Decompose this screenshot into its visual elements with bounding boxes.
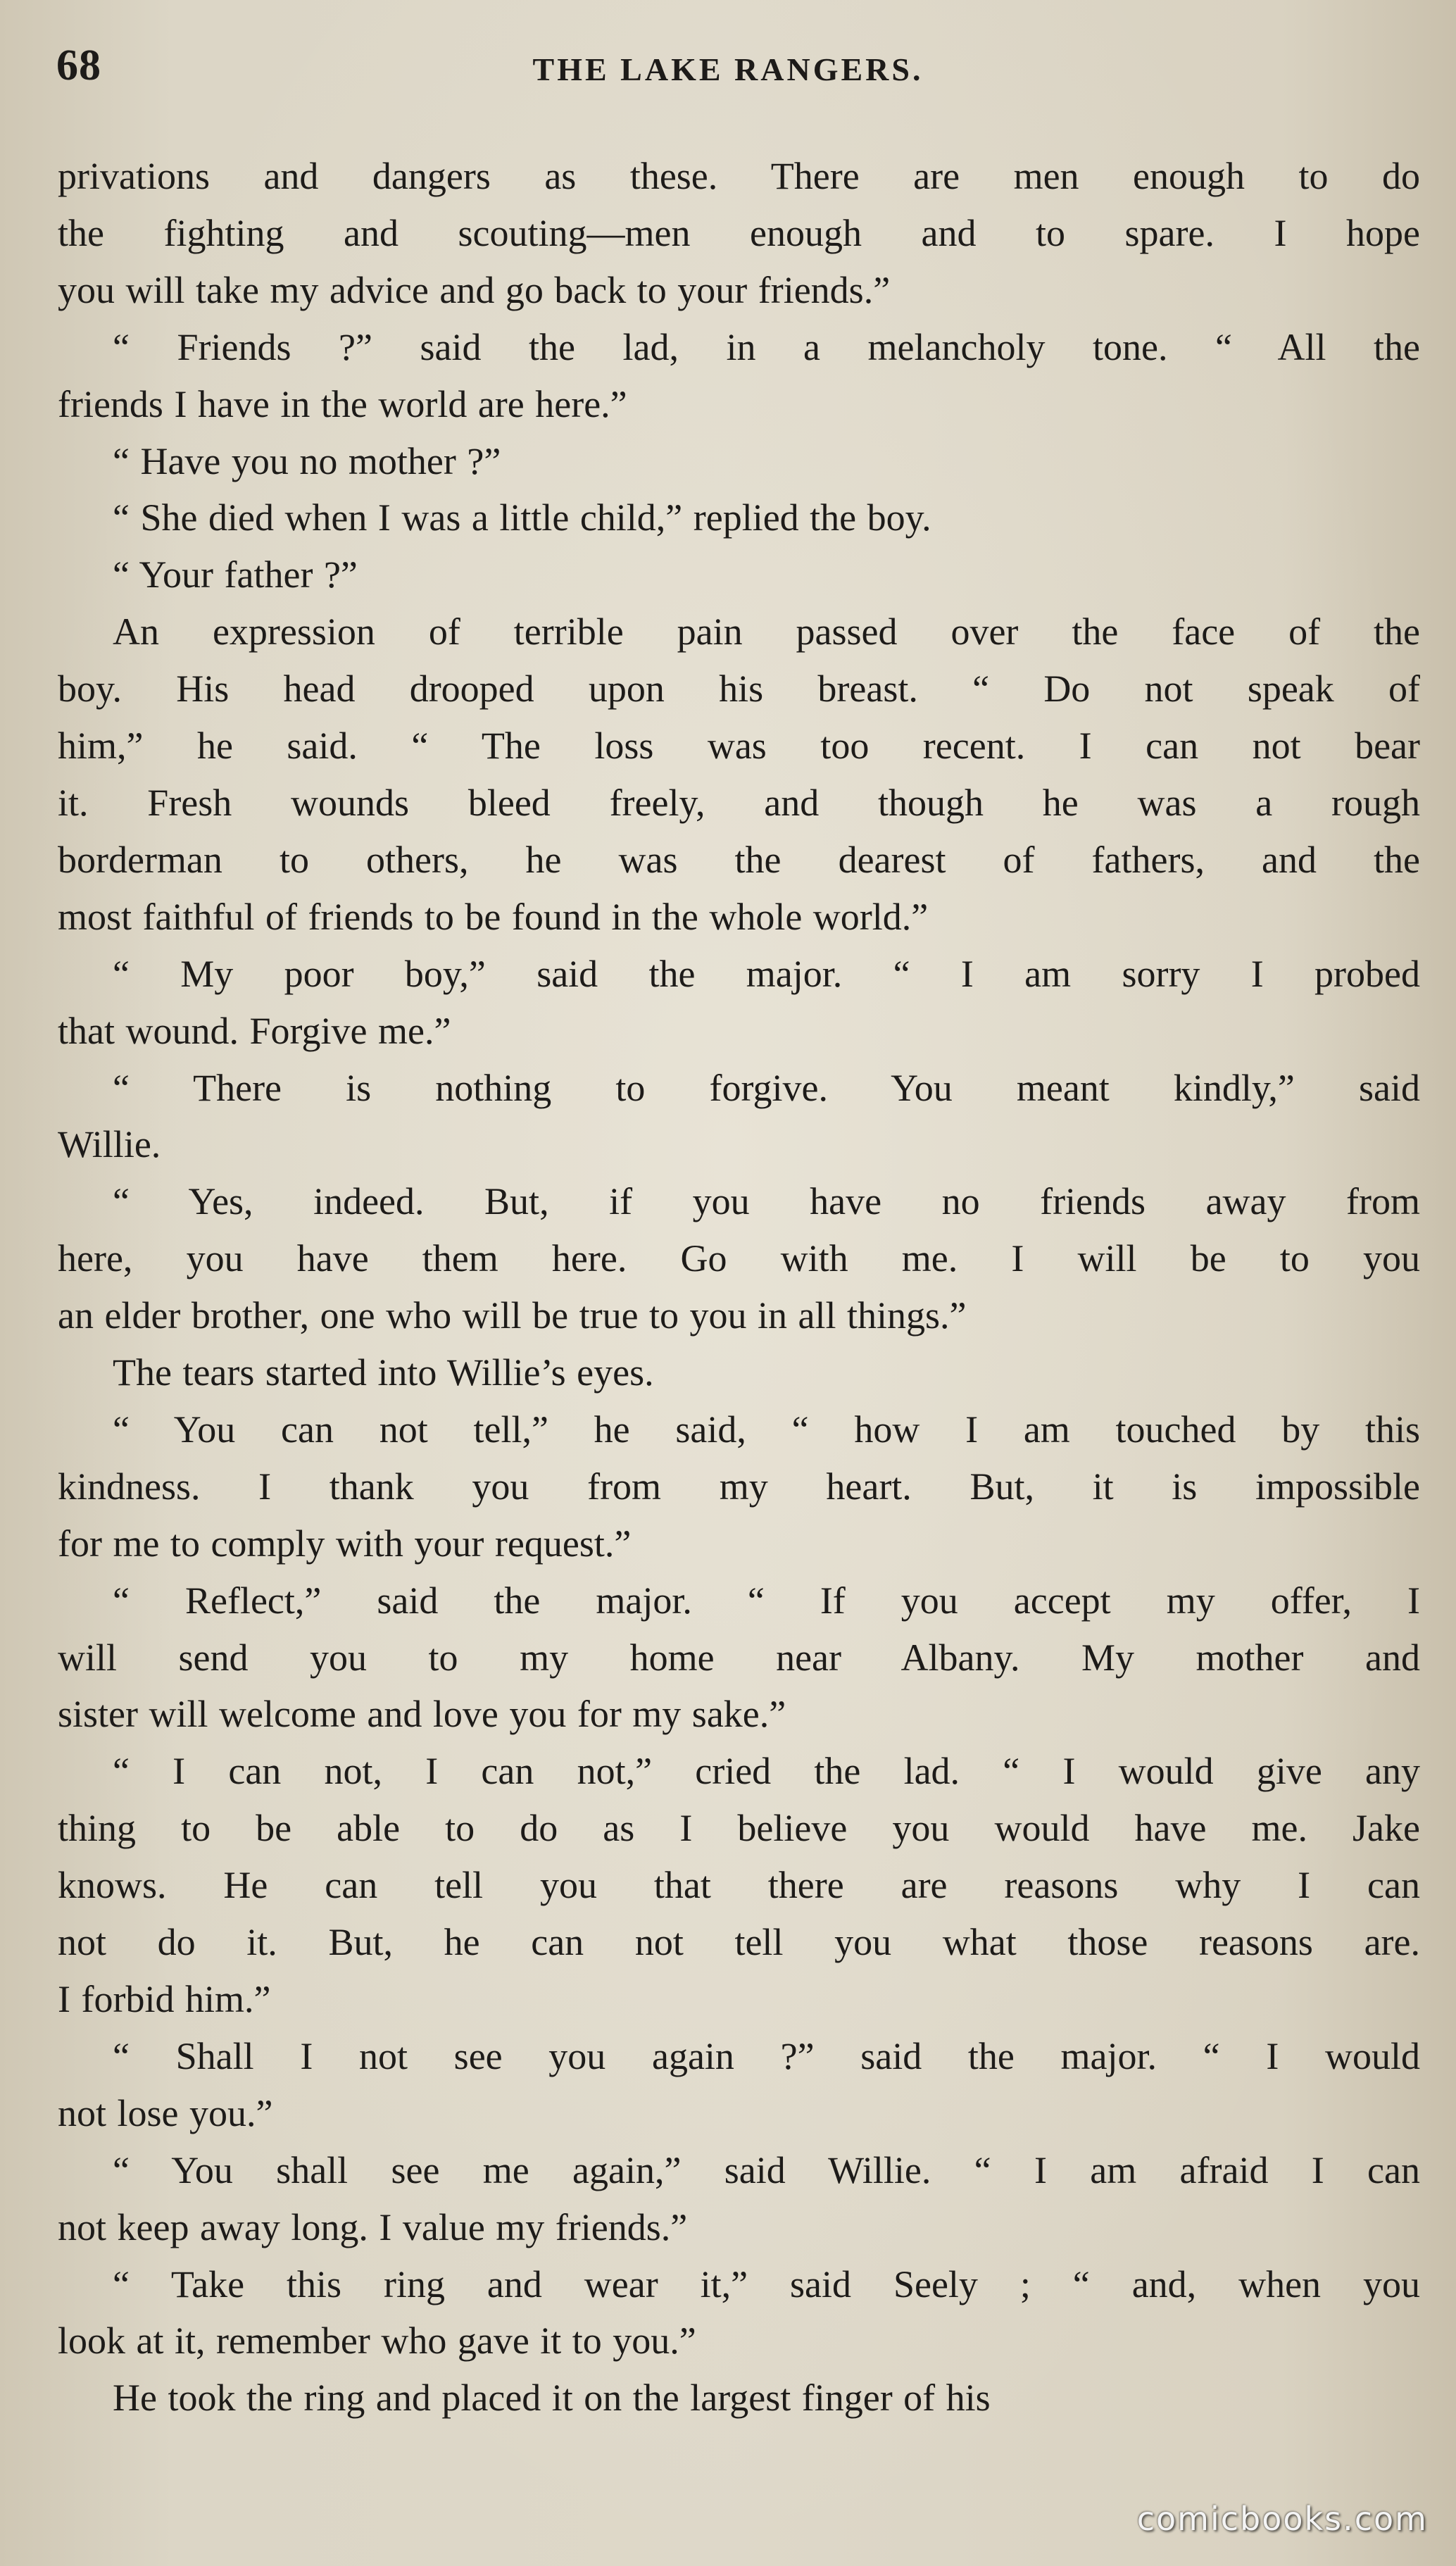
text-line: not do it. But, he can not tell you what those reasons are. xyxy=(58,1921,1420,1964)
text-line: look at it, remember who gave it to you.” xyxy=(58,2320,696,2362)
page-number: 68 xyxy=(56,42,101,89)
text-line: most faithful of friends to be found in the whole world.” xyxy=(58,895,929,938)
text-line: “ Reflect,” said the major. “ If you accept my offer, I xyxy=(113,1579,1420,1622)
text-line: “ Yes, indeed. But, if you have no friends away from xyxy=(113,1180,1420,1223)
text-line: him,” he said. “ The loss was too recent. I can not bear xyxy=(58,725,1420,768)
text-line: the fighting and scouting—men enough and to spare. I hope xyxy=(58,211,1420,254)
text-line: “ There is nothing to forgive. You meant kindly,” said xyxy=(113,1066,1420,1109)
text-line: friends I have in the world are here.” xyxy=(58,382,627,425)
text-line: sister will welcome and love you for my sake.” xyxy=(58,1693,786,1736)
watermark-text: comicbooks.com xyxy=(1136,2500,1428,2538)
text-line: “ Your father ?” xyxy=(113,553,358,596)
text-line: “ Friends ?” said the lad, in a melancholy tone. “ All the xyxy=(113,325,1420,368)
text-line: “ You shall see me again,” said Willie. “ I am afraid I can xyxy=(113,2148,1420,2191)
text-line: privations and dangers as these. There are men enough to do xyxy=(58,155,1420,197)
text-line: I forbid him.” xyxy=(58,1978,271,2020)
text-line: knows. He can tell you that there are reasons why I can xyxy=(58,1864,1420,1907)
running-title: THE LAKE RANGERS. xyxy=(532,51,924,87)
text-line: “ I can not, I can not,” cried the lad. “ I would give any xyxy=(113,1750,1420,1793)
text-line: kindness. I thank you from my heart. But, it is impossible xyxy=(58,1465,1420,1508)
text-line: “ Take this ring and wear it,” said Seely ; “ and, when you xyxy=(113,2263,1420,2305)
text-line: boy. His head drooped upon his breast. “ Do not speak of xyxy=(58,668,1420,711)
text-line: “ Have you no mother ?” xyxy=(113,439,501,482)
text-line: An expression of terrible pain passed over the face of the xyxy=(113,611,1420,653)
body-text xyxy=(58,148,1420,2427)
text-line: not keep away long. I value my friends.” xyxy=(58,2205,688,2248)
text-line: borderman to others, he was the dearest of fathers, and the xyxy=(58,838,1420,881)
text-line: He took the ring and placed it on the largest finger of his xyxy=(113,2377,991,2420)
text-line: thing to be able to do as I believe you would have me. Jake xyxy=(58,1807,1420,1850)
text-line: not lose you.” xyxy=(58,2091,273,2134)
text-line: an elder brother, one who will be true to you in all things.” xyxy=(58,1294,967,1337)
text-line: The tears started into Willie’s eyes. xyxy=(113,1351,654,1394)
text-line: “ You can not tell,” he said, “ how I am touched by this xyxy=(113,1408,1420,1451)
text-line: “ She died when I was a little child,” replied the boy. xyxy=(113,496,931,539)
text-line: “ Shall I not see you again ?” said the major. “ I would xyxy=(113,2034,1420,2077)
running-head xyxy=(49,41,1407,97)
text-line: you will take my advice and go back to your friends.” xyxy=(58,268,891,311)
text-line: for me to comply with your request.” xyxy=(58,1522,632,1565)
text-line: here, you have them here. Go with me. I will be to you xyxy=(58,1237,1420,1280)
text-line: Willie. xyxy=(58,1123,161,1166)
text-line: will send you to my home near Albany. My mother and xyxy=(58,1636,1420,1679)
text-line: that wound. Forgive me.” xyxy=(58,1009,451,1052)
text-line: it. Fresh wounds bleed freely, and though he was a rough xyxy=(58,781,1420,824)
text-line: “ My poor boy,” said the major. “ I am sorry I probed xyxy=(113,952,1420,995)
